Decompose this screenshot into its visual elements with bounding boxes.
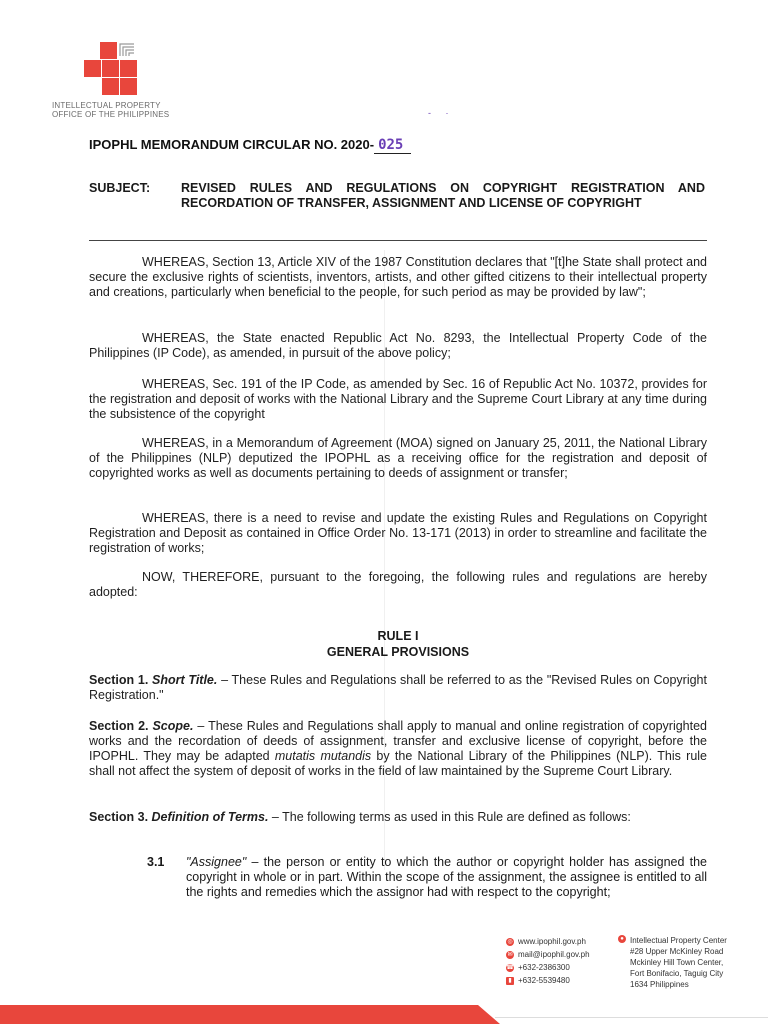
address-line-2: #28 Upper McKinley Road [630,947,724,956]
section-1 [89,673,707,703]
section-3 [89,810,707,825]
subject-text: REVISED RULES AND REGULATIONS ON COPYRIGHT REGISTRATION AND RECORDATION OF TRANSFER, ASSIGNMENT AND LICENSE OF COPYRIGHT [181,181,705,210]
rule-heading: RULE I [377,629,419,643]
footer-contacts [506,935,590,987]
definition-term: "Assignee" [186,855,247,869]
whereas-paragraph-1: WHEREAS, Section 13, Article XIV of the 1987 Constitution declares that "[t]he State shall protect and secure the exclusive rights of scientists, inventors, artists, and other gifted citizens to their intellectual property and creations, particularly when beneficial to the people, for such period as may be provided by law"; [89,255,707,299]
whereas-paragraph-4: WHEREAS, in a Memorandum of Agreement (MOA) signed on January 25, 2011, the National Library of the Philippines (NLP) deputized the IPOPHL as a receiving office for the registration and deposit of copyrighted works as well as documents pertaining to deeds of assignment or transfer; [89,436,707,480]
mail-icon: ✉ [507,951,513,958]
phone-icon: ☎ [506,964,514,971]
footer-phone-1: +632-2386300 [518,963,570,972]
address-line-4: Fort Bonifacio, Taguig City [630,969,724,978]
section-2-italic: mutatis mutandis [274,749,372,763]
section-2-text-b: by the National Library of the Philippines (NLP). This rule shall not affect the system of deposit of works in the field of law maintained by the Supreme Court Library. [89,749,708,778]
section-3-heading: Definition of Terms. [151,810,269,824]
section-1-label: Section 1. [89,673,149,687]
circular-label: IPOPHL MEMORANDUM CIRCULAR NO. 2020- [89,137,375,152]
footer-red-bar [0,1005,500,1024]
logo-wordmark [52,101,212,119]
address-line-3: Mckinley Hill Town Center, [630,958,724,967]
circular-number: 025 [374,137,411,154]
fax-icon: ▮ [506,977,514,985]
globe-icon: ◎ [507,938,513,945]
location-pin-icon: ● [618,935,626,943]
section-1-text: – These Rules and Regulations shall be referred to as the "Revised Rules on Copyright Registration." [89,673,707,702]
now-therefore-paragraph: NOW, THEREFORE, pursuant to the foregoing, the following rules and regulations are hereby adopted: [89,570,707,599]
definition-text: – the person or entity to which the author or copyright holder has assigned the copyright in whole or in part. Within the scope of the assignment, the assignee is entitled to all the rights and remedies which the assignor had with respect to the copyright; [186,855,707,899]
whereas-paragraph-2: WHEREAS, the State enacted Republic Act No. 8293, the Intellectual Property Code of the Philippines (IP Code), as amended, in pursuit of the above policy; [89,331,707,360]
stamp-mark: - · [428,108,455,118]
footer-phone-2: +632-5539480 [518,976,570,985]
definition-number: 3.1 [147,855,165,869]
subject-label: SUBJECT: [89,181,151,195]
header-divider [89,240,707,241]
whereas-paragraph-3: WHEREAS, Sec. 191 of the IP Code, as amended by Sec. 16 of Republic Act No. 10372, provides for the registration and deposit of works with the National Library and the Supreme Court Library at any time during the subsistence of the copyright [89,377,707,421]
logo-line-1: INTELLECTUAL PROPERTY [52,101,161,110]
circular-title [89,137,411,153]
logo-line-2: OFFICE OF THE PHILIPPINES [52,110,170,119]
footer-grey-line [495,1017,768,1018]
section-1-heading: Short Title. [152,673,218,687]
whereas-paragraph-5: WHEREAS, there is a need to revise and update the existing Rules and Regulations on Copyright Registration and Deposit as contained in Office Order No. 13-171 (2013) in order to streamline and facilitate the registration of works; [89,511,707,555]
footer-email[interactable]: mail@ipophil.gov.ph [518,950,590,959]
definition-3-1 [186,855,707,900]
section-2-label: Section 2. [89,719,149,733]
section-2-heading: Scope. [152,719,194,733]
ipophl-logo-icon [82,40,142,100]
address-line-5: 1634 Philippines [630,980,689,989]
address-line-1: Intellectual Property Center [630,936,727,945]
section-3-label: Section 3. [89,810,149,824]
section-2 [89,719,707,779]
footer-address [618,935,727,990]
section-3-text: – The following terms as used in this Rule are defined as follows: [268,810,631,824]
rule-subheading: GENERAL PROVISIONS [326,645,470,659]
section-2-text-a: – These Rules and Regulations shall apply to manual and online registration of copyrighted works and the recordation of deeds of assignment, transfer and exclusive license of copyright, before the IPOPHL. They may be adapted [89,719,708,763]
footer-website[interactable]: www.ipophil.gov.ph [518,937,586,946]
